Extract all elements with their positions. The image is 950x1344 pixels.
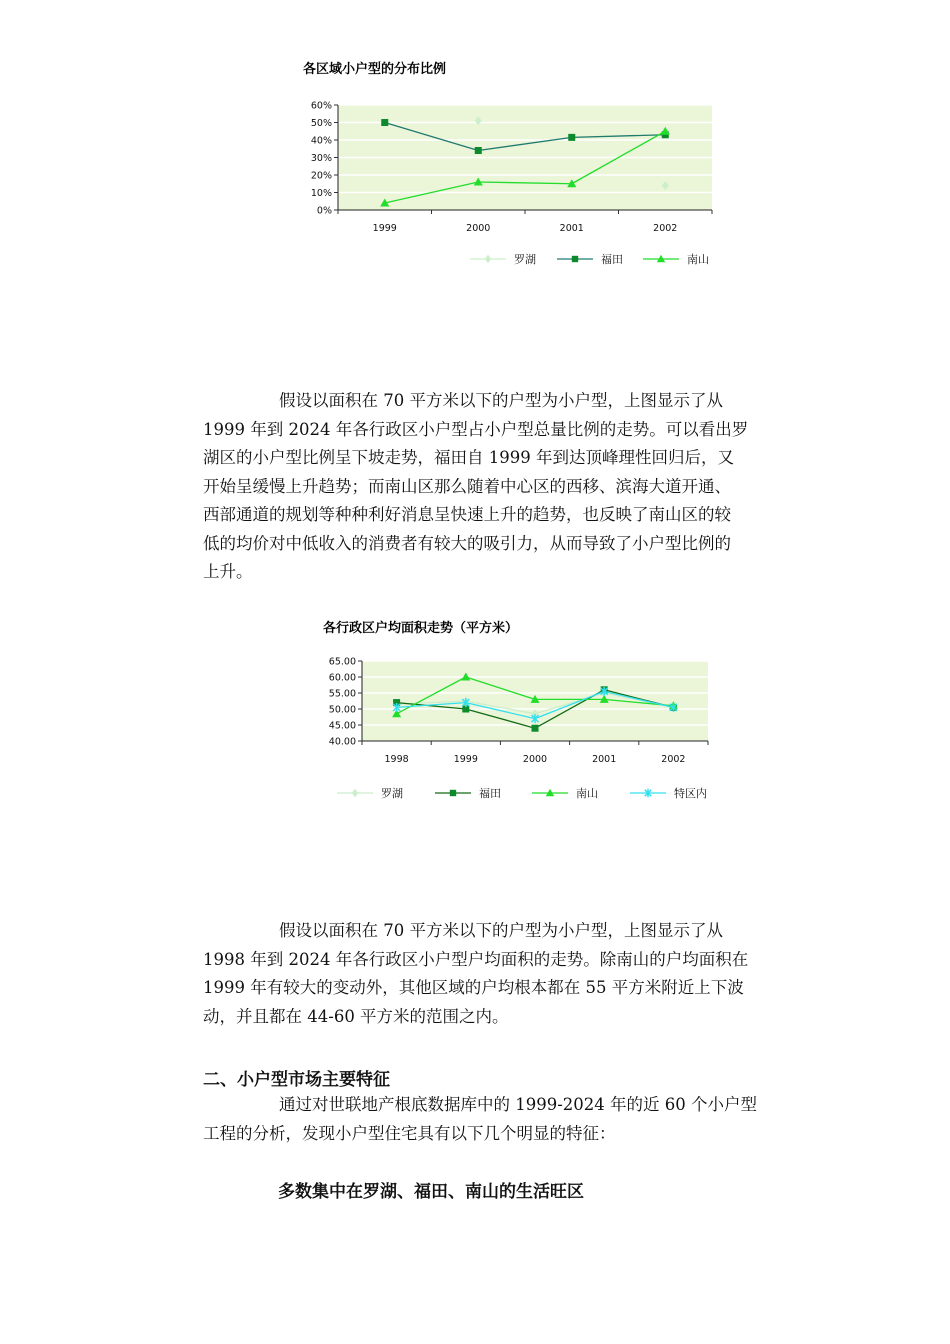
legend-label: 福田: [601, 253, 623, 266]
legend-marker: [450, 790, 456, 796]
x-tick-label: 2001: [592, 754, 617, 765]
x-tick-label: 1999: [453, 754, 478, 765]
legend-label: 罗湖: [381, 787, 403, 800]
y-tick-label: 45.00: [328, 720, 356, 732]
y-tick-label: 40%: [310, 135, 332, 147]
y-tick-label: 60.00: [328, 672, 356, 684]
paragraph-line: 假设以面积在 70 平方米以下的户型为小户型，上图显示了从: [279, 921, 723, 940]
y-tick-label: 50%: [310, 118, 332, 129]
y-tick-label: 10%: [310, 188, 332, 199]
y-tick-label: 65.00: [328, 656, 356, 668]
y-tick-label: 55.00: [328, 688, 356, 700]
paragraph-line: 开始呈缓慢上升趋势；而南山区那么随着中心区的西移、滨海大道开通、: [203, 476, 731, 496]
data-point: [532, 725, 539, 732]
y-tick-label: 0%: [316, 205, 332, 217]
paragraph-line: 1999 年到 2024 年各行政区小户型占小户型总量比例的走势。可以看出罗: [203, 419, 749, 439]
chart2-title: 各行政区户均面积走势（平方米）: [323, 621, 519, 636]
x-tick-label: 2002: [661, 754, 686, 765]
paragraph-line: 西部通道的规划等种种利好消息呈快速上升的趋势，也反映了南山区的较: [203, 505, 731, 524]
x-tick-label: 1999: [372, 223, 397, 234]
legend-label: 特区内: [674, 787, 707, 800]
paragraph-line: 工程的分析，发现小户型住宅具有以下几个明显的特征：: [203, 1123, 616, 1143]
paragraph-line: 低的均价对中低收入的消费者有较大的吸引力，从而导致了小户型比例的: [203, 533, 731, 553]
legend-marker: [352, 789, 358, 797]
legend-item: [532, 787, 598, 800]
legend-label: 南山: [576, 787, 598, 800]
x-tick-label: 2001: [559, 223, 584, 234]
y-tick-label: 30%: [310, 153, 332, 164]
legend-item: [630, 786, 707, 800]
x-tick-label: 1998: [384, 754, 409, 765]
x-tick-label: 2002: [653, 223, 678, 234]
paragraph-3: [203, 1091, 818, 1148]
y-tick-label: 40.00: [328, 736, 356, 748]
paragraph-2: [203, 917, 818, 1031]
paragraph-line: 1999 年有较大的变动外，其他区域的户均根本都在 55 平方米附近上下波: [203, 978, 744, 997]
legend-label: 南山: [687, 253, 709, 266]
legend-item: [435, 787, 501, 800]
x-tick-label: 2000: [522, 754, 548, 765]
paragraph-line: 上升。: [203, 562, 253, 581]
paragraph-line: 假设以面积在 70 平方米以下的户型为小户型，上图显示了从: [279, 391, 723, 410]
sub-heading: 多数集中在罗湖、福田、南山的生活旺区: [278, 1182, 584, 1202]
paragraph-line: 动，并且都在 44-60 平方米的范围之内。: [203, 1006, 509, 1026]
legend-label: 罗湖: [514, 253, 536, 266]
section-heading: 二、小户型市场主要特征: [203, 1070, 390, 1090]
y-tick-label: 20%: [310, 170, 332, 182]
y-tick-label: 50.00: [328, 704, 356, 716]
legend-item: [337, 786, 403, 800]
y-tick-label: 60%: [310, 100, 332, 112]
chart1-title: 各区域小户型的分布比例: [303, 62, 447, 77]
legend-label: 福田: [479, 787, 501, 800]
paragraph-line: 1998 年到 2024 年各行政区小户型户均面积的走势。除南山的户均面积在: [203, 949, 749, 969]
x-tick-label: 2000: [466, 223, 491, 234]
paragraph-line: 湖区的小户型比例呈下坡走势，福田自 1999 年到达顶峰理性回归后，又: [203, 448, 734, 467]
paragraph-line: 通过对世联地产根底数据库中的 1999-2024 年的近 60 个小户型: [279, 1095, 758, 1114]
